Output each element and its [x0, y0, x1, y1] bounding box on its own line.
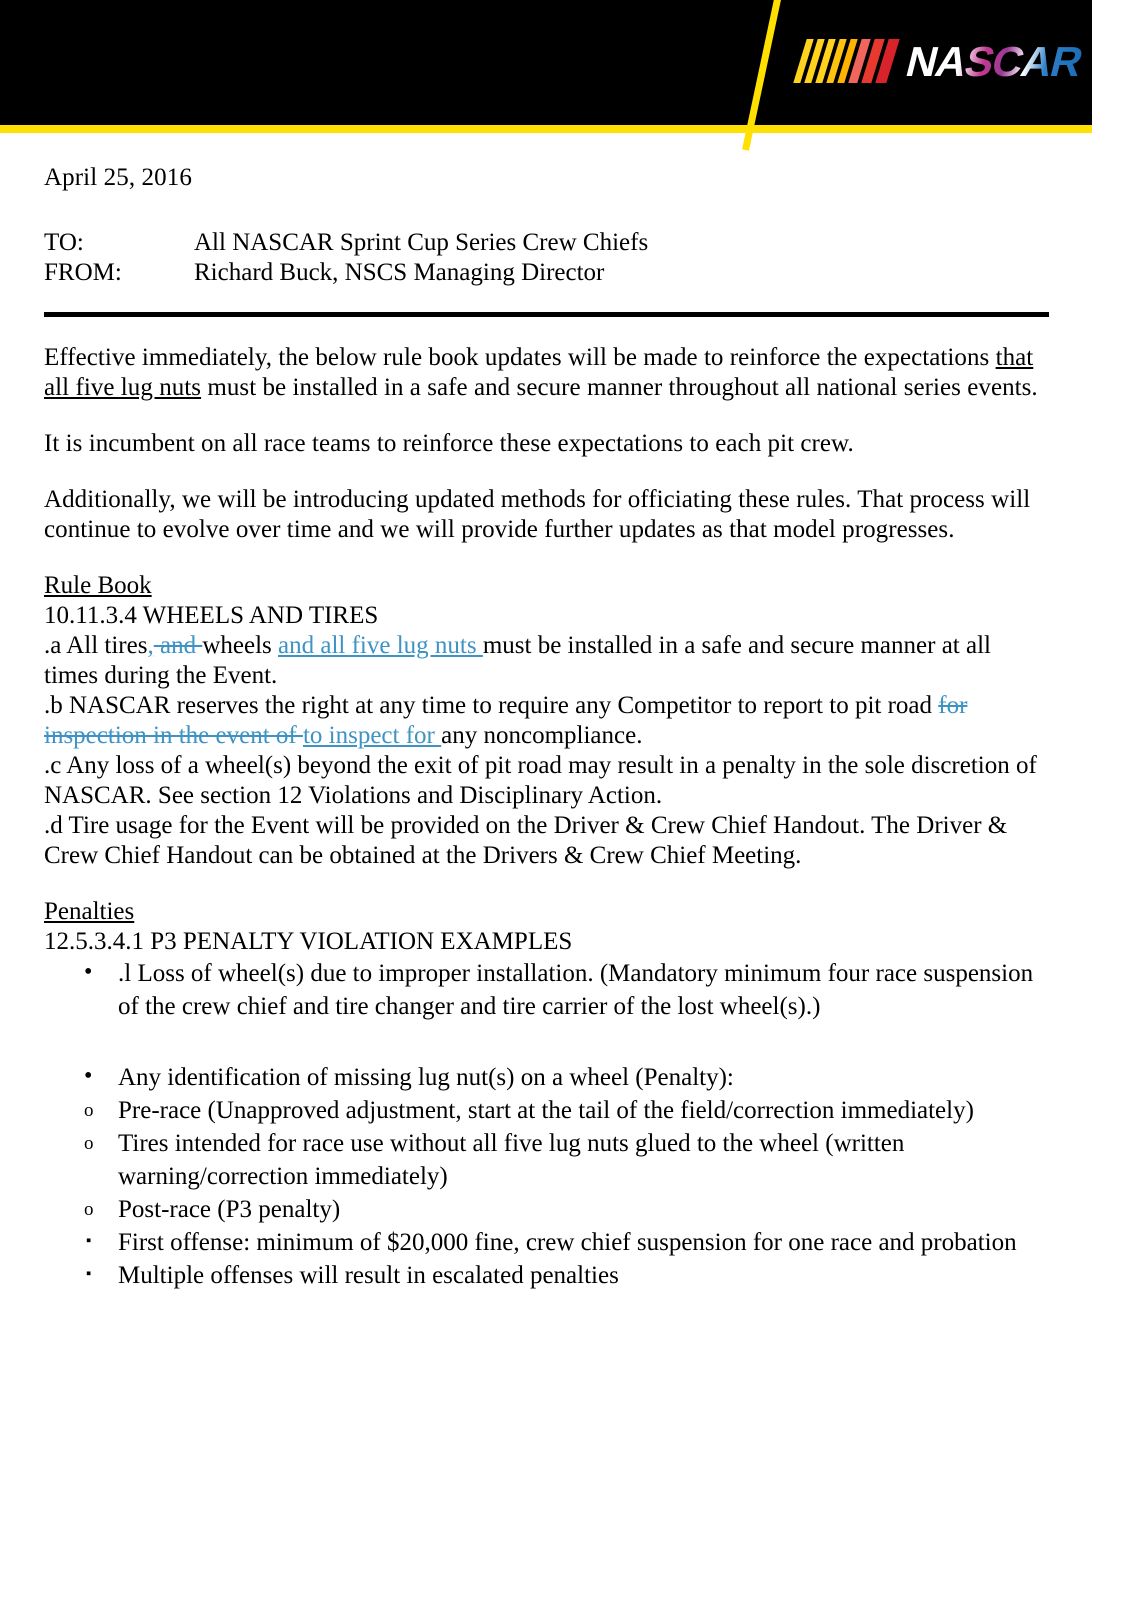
svg-text:NASCAR: NASCAR — [901, 38, 1087, 86]
rule-item-a-part-1: .a All tires — [44, 632, 148, 659]
paragraph-incumbent: It is incumbent on all race teams to reinforce these expectations to each pit crew. — [44, 430, 854, 457]
missing-lug-nut-list — [44, 1061, 1048, 1094]
memo-from-value: Richard Buck, NSCS Managing Director — [194, 259, 605, 286]
list-spacer — [44, 1023, 1048, 1061]
list-item: o Pre-race (Unapproved adjustment, start at the tail of the field/correction immediately) — [80, 1094, 1048, 1127]
rule-item-a-inserted-comma: , — [147, 632, 154, 659]
document-body — [0, 133, 1092, 1292]
rule-item-a — [44, 631, 1048, 691]
rule-item-b — [44, 691, 1048, 751]
rule-item-a-part-2: wheels — [202, 632, 278, 659]
registered-trademark-icon: ® — [1118, 74, 1125, 84]
rule-item-b-part-2: any noncompliance. — [441, 722, 643, 749]
paragraph-additionally: Additionally, we will be introducing updated methods for officiating these rules. That process will continue to evolve over time and we will provide further updates as that model progresses. — [44, 486, 1031, 543]
yellow-bottom-rule — [0, 125, 1092, 133]
rule-book-section — [44, 571, 1048, 601]
rule-item-b-inserted-phrase: to inspect for — [302, 722, 442, 749]
penalties-section — [44, 897, 1048, 927]
penalties-subheading: 12.5.3.4.1 P3 PENALTY VIOLATION EXAMPLES — [44, 928, 573, 955]
nascar-speed-bars-icon — [800, 39, 897, 85]
memo-to-row — [44, 228, 1048, 258]
paragraph-effective-immediately — [44, 343, 1048, 403]
list-item: • Any identification of missing lug nut(s) on a wheel (Penalty): — [80, 1061, 1048, 1094]
rule-item-b-deleted-phrase: for inspection in the event of — [44, 692, 968, 749]
memo-from-row — [44, 258, 1048, 288]
list-item: o Tires intended for race use without all five lug nuts glued to the wheel (written warning/correction immediately) — [80, 1127, 1048, 1193]
rule-item-a-part-3: must be installed in a safe and secure manner at all times during the Event. — [44, 632, 991, 689]
rule-book-heading: Rule Book — [44, 572, 152, 599]
header-divider-rule — [44, 312, 1049, 317]
rule-item-a-inserted-phrase: and all five lug nuts — [278, 632, 483, 659]
rule-item-b-part-1: .b NASCAR reserves the right at any time to require any Competitor to report to pit road — [44, 692, 939, 719]
post-race-penalty-sublist — [44, 1226, 1048, 1292]
rule-book-subheading: 10.11.3.4 WHEELS AND TIRES — [44, 602, 379, 629]
rule-item-c: .c Any loss of a wheel(s) beyond the exit of pit road may result in a penalty in the sole discretion of NASCAR. See section 12 Violations and Disciplinary Action. — [44, 752, 1037, 809]
list-item: ▪ Multiple offenses will result in escalated penalties — [80, 1259, 1048, 1292]
memo-to-label: TO: — [44, 229, 84, 256]
list-item: • .l Loss of wheel(s) due to improper installation. (Mandatory minimum four race suspension of the crew chief and tire changer and tire carrier of the lost wheel(s).) — [80, 957, 1048, 1023]
nascar-logo — [800, 36, 1125, 88]
missing-lug-nut-sublist — [44, 1094, 1048, 1226]
nascar-wordmark-icon — [899, 38, 1125, 86]
penalty-examples-list — [44, 957, 1048, 1023]
rule-item-d: .d Tire usage for the Event will be provided on the Driver & Crew Chief Handout. The Driver & Crew Chief Handout can be obtained at the Drivers & Crew Chief Meeting. — [44, 812, 1008, 869]
page-header-band — [0, 0, 1125, 133]
penalties-heading: Penalties — [44, 898, 135, 925]
paragraph-1-underlined-phrase: that all five lug nuts — [44, 344, 1034, 401]
memo-from-label: FROM: — [44, 259, 122, 286]
list-item: o Post-race (P3 penalty) — [80, 1193, 1048, 1226]
memo-address-block — [44, 228, 1048, 288]
memo-to-value: All NASCAR Sprint Cup Series Crew Chiefs — [194, 229, 649, 256]
list-item: ▪ First offense: minimum of $20,000 fine, crew chief suspension for one race and probation — [80, 1226, 1048, 1259]
rule-item-a-deleted-and: and — [153, 632, 203, 659]
paragraph-1-part-a: Effective immediately, the below rule book updates will be made to reinforce the expectations — [44, 344, 996, 371]
document-date: April 25, 2016 — [44, 164, 192, 191]
paragraph-1-part-b: must be installed in a safe and secure manner throughout all national series events. — [201, 374, 1038, 401]
